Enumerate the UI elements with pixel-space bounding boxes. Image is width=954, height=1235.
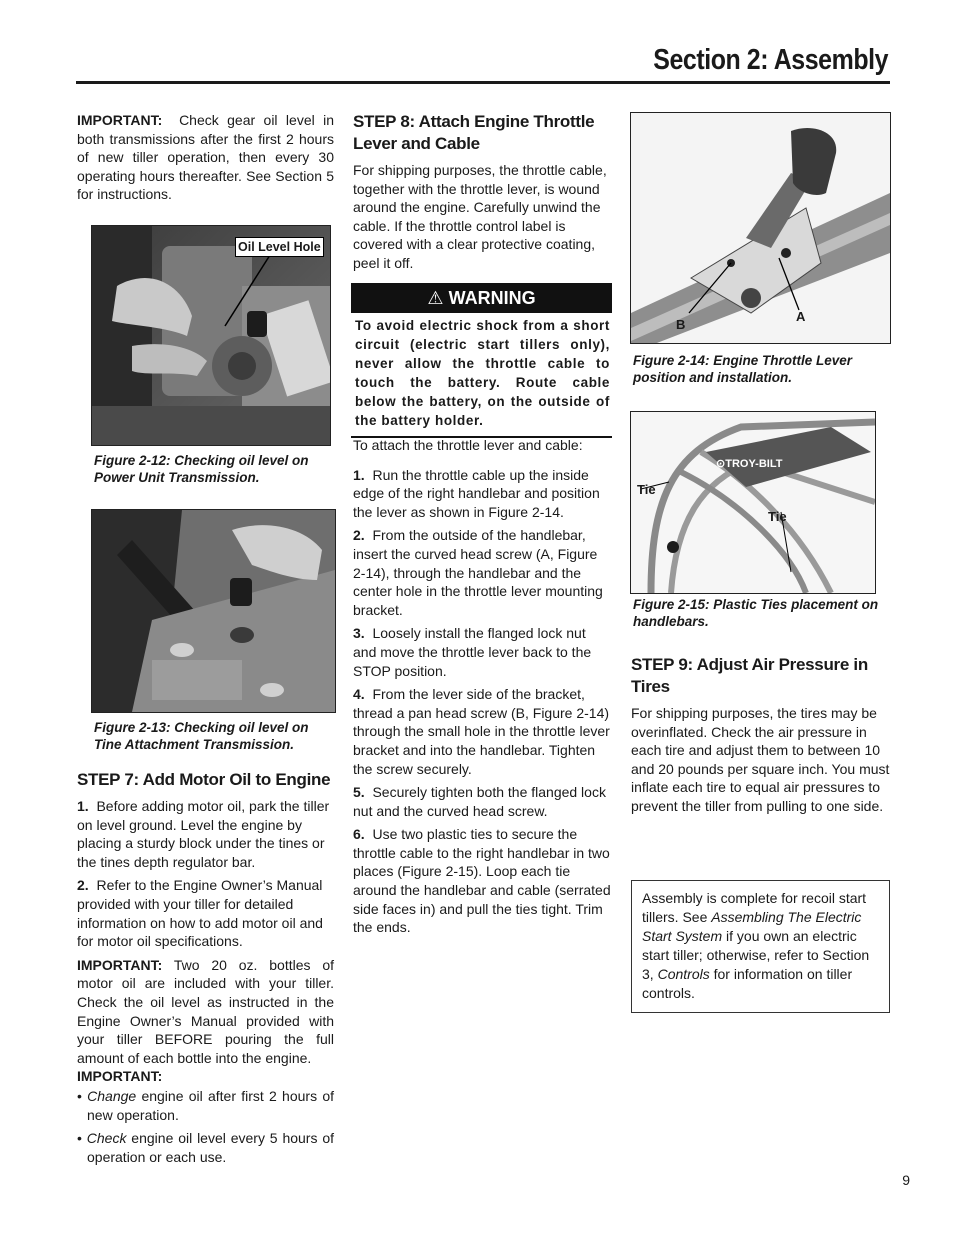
bullet-em: Change — [87, 1087, 137, 1104]
step-7-important-2 — [77, 1067, 334, 1086]
label-a: A — [796, 309, 806, 324]
warning-triangle-icon: ⚠ — [427, 288, 444, 308]
important-text: Two 20 oz. bottles of motor oil are included with your tiller. Check the oil level as instructed in the Engine Owner’s Manual provided with your tiller BEFORE pouring the full amount of each bottle into the engine. — [77, 956, 335, 1066]
step-8-intro: For shipping purposes, the throttle cable, together with the throttle lever, is wound around the engine. Carefully unwind the cable. If the throttle control label is covered with a clear protective coating, peel it off. — [353, 162, 607, 271]
item-number: 1. — [77, 798, 89, 814]
item-text: Refer to the Engine Owner’s Manual provided with your tiller for detailed information on how to add motor oil and for motor oil specifications. — [77, 877, 323, 950]
note-link-electric-start: Assembling The Electric Start System — [642, 909, 862, 944]
step-8-lead: To attach the throttle lever and cable: — [353, 437, 583, 453]
important-text: Check gear oil level in both transmissions after the first 2 hours of new tiller operation, then every 30 operating hours thereafter. See Section 5 for instructions. — [77, 112, 334, 203]
warning-header — [351, 283, 612, 313]
item-number: 3. — [353, 625, 365, 642]
label-b: B — [676, 317, 686, 332]
figure-2-13-photo — [91, 509, 336, 713]
bullet-check: • Check engine oil level every 5 hours of operation or each use. — [77, 1130, 334, 1165]
item-number: 6. — [353, 826, 365, 843]
warning-box — [351, 283, 612, 438]
page-number: 9 — [902, 1172, 910, 1188]
figure-2-12-caption: Figure 2-12: Checking oil level on Power Unit Transmission. — [94, 453, 309, 485]
bullet-change: • Change engine oil after first 2 hours of new operation. — [77, 1087, 335, 1123]
figure-2-15-photo — [630, 411, 876, 594]
step-8-item-4 — [353, 685, 611, 778]
note-text: if you own an electric start tiller; otherwise, refer to Section 3, — [642, 928, 870, 982]
bullet-text: engine oil after first 2 hours of new operation. — [87, 1087, 335, 1123]
step-7-section — [77, 769, 334, 1171]
step-8-section — [353, 111, 611, 282]
item-text: Securely tighten both the flanged lock nut and the curved head screw. — [353, 784, 606, 819]
step-9-text: For shipping purposes, the tires may be overinflated. Check the air pressure in each tire and adjust them to between 10 and 20 pounds per square inch. You must inflate each tire to equal air pressures to prevent the tiller from pulling to one side. — [631, 705, 890, 814]
bullet-text: engine oil level every 5 hours of operation or each use. — [87, 1130, 334, 1165]
step-8-instructions — [353, 436, 611, 942]
step-8-item-5 — [353, 783, 611, 820]
brand-logo: ⊙TROY-BILT — [716, 458, 783, 470]
handlebar-ties-image — [631, 412, 875, 593]
item-text: Loosely install the flanged lock nut and move the throttle lever back to the STOP position. — [353, 625, 592, 679]
note-link-controls: Controls — [657, 966, 710, 982]
warning-title: WARNING — [448, 288, 536, 308]
oil-check-power-unit-image — [92, 226, 330, 445]
step-9-heading: STEP 9: Adjust Air Pressure in Tires — [631, 655, 868, 696]
step-9-section — [631, 654, 891, 821]
item-number: 4. — [353, 686, 365, 703]
item-text: Use two plastic ties to secure the throttle cable to the right handlebar in two places (Figure 2-15). Loop each tie around the handlebar and cable (serrated side faces in) and pull the ties tight. Trim the ends. — [353, 826, 611, 936]
step-8-item-2 — [353, 526, 611, 619]
section-title: Section 2: Assembly — [653, 44, 888, 76]
figure-2-14-photo — [630, 112, 891, 344]
oil-check-tine-transmission-image — [92, 510, 335, 712]
step-7-item-2 — [77, 876, 334, 950]
figure-2-15-caption: Figure 2-15: Plastic Ties placement on handlebars. — [633, 597, 879, 629]
note-text: Assembly is complete for recoil start tillers. See — [642, 890, 867, 925]
assembly-complete-note — [631, 880, 890, 1013]
step-8-heading: STEP 8: Attach Engine Throttle Lever and Cable — [353, 112, 595, 153]
step-8-item-3 — [353, 624, 611, 680]
header-rule — [76, 81, 890, 84]
figure-2-13-caption: Figure 2-13: Checking oil level on Tine Attachment Transmission. — [94, 720, 309, 752]
item-text: Run the throttle cable up the inside edge of the right handlebar and position the lever as shown in Figure 2-14. — [353, 466, 600, 520]
warning-text: To avoid electric shock from a short circuit (electric start tillers only), never allow the throttle cable to touch the battery. Route cable below the battery, on the outside of the battery holder. — [351, 313, 612, 438]
step-7-important — [77, 956, 334, 1068]
intro-important — [77, 111, 334, 209]
item-number: 2. — [353, 527, 365, 544]
item-number: 1. — [353, 466, 365, 483]
throttle-lever-image — [631, 113, 890, 343]
item-number: 2. — [77, 877, 89, 894]
item-text: From the lever side of the bracket, thread a pan head screw (B, Figure 2-14) through the small hole in the throttle lever bracket and into the handlebar. Tighten the screw securely. — [353, 686, 610, 777]
tie-label-1: Tie — [637, 482, 656, 497]
important-label: IMPORTANT: — [77, 1068, 163, 1085]
important-label: IMPORTANT: — [77, 112, 163, 128]
figure-2-14-caption: Figure 2-14: Engine Throttle Lever position and installation. — [633, 353, 853, 385]
tie-label-2: Tie — [768, 509, 787, 524]
step-7-item-1 — [77, 797, 334, 871]
item-text: From the outside of the handlebar, insert the curved head screw (A, Figure 2-14), through the handlebar and the center hole in the throttle lever mounting bracket. — [353, 527, 603, 618]
item-text: Before adding motor oil, park the tiller on level ground. Level the engine by placing a sturdy block under the tines or the tines depth regulator bar. — [77, 798, 330, 870]
step-8-item-6 — [353, 825, 611, 937]
note-text: for information on tiller controls. — [642, 966, 853, 1001]
figure-2-12-photo — [91, 225, 331, 446]
bullet-em: Check — [86, 1130, 127, 1147]
step-7-heading: STEP 7: Add Motor Oil to Engine — [77, 770, 331, 789]
important-label: IMPORTANT: — [77, 956, 163, 973]
step-8-item-1 — [353, 466, 611, 522]
oil-level-hole-callout: Oil Level Hole — [235, 237, 324, 257]
item-number: 5. — [353, 784, 365, 801]
